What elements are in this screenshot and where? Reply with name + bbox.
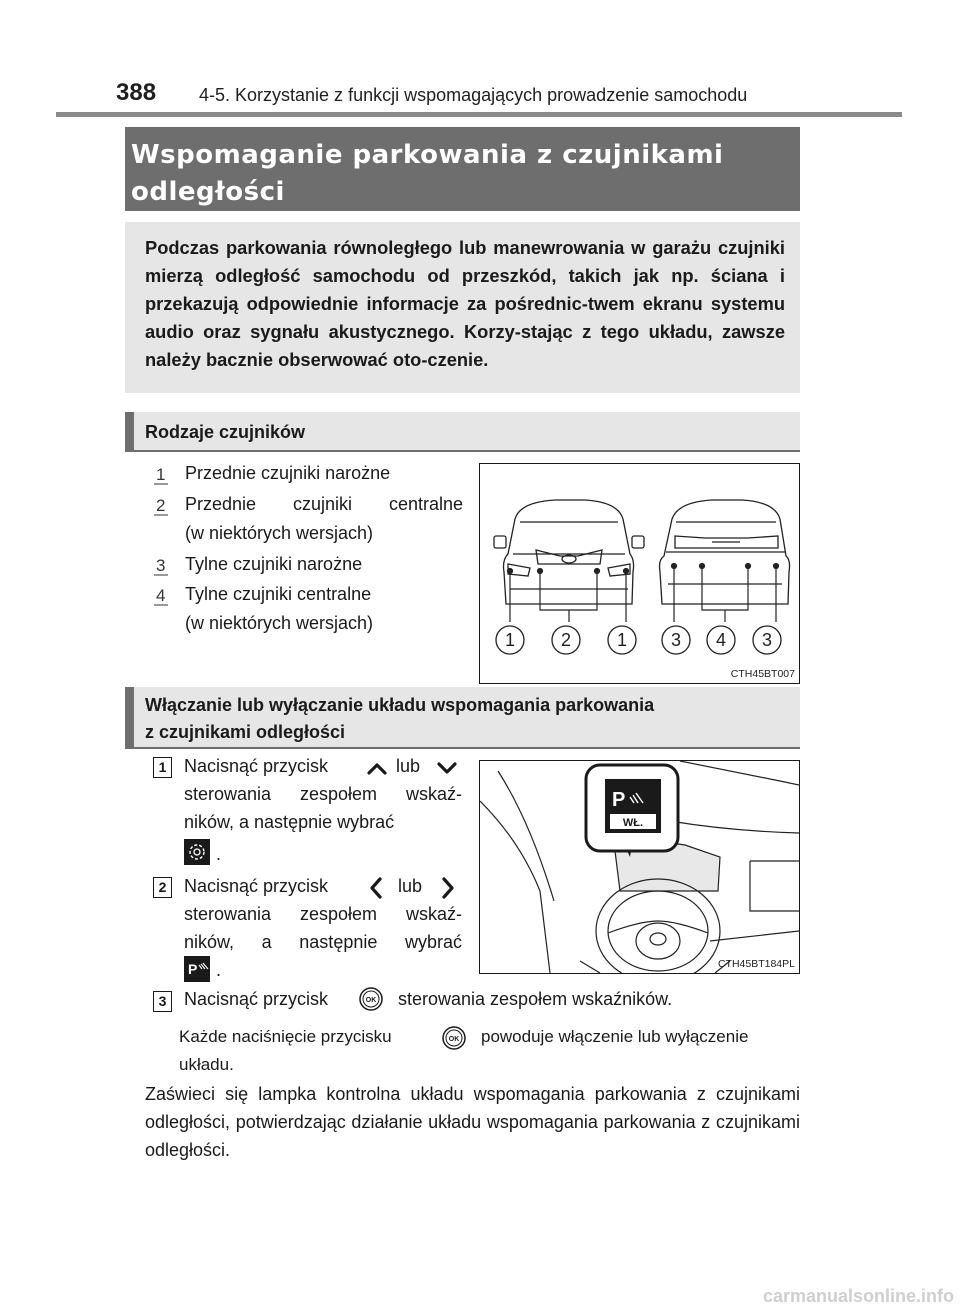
svg-text:1: 1	[156, 465, 166, 484]
step-text: lub	[398, 876, 423, 896]
figure-code: CTH45BT184PL	[717, 958, 795, 970]
sensor-type-list	[153, 459, 465, 639]
step-text: lub	[396, 756, 421, 776]
ok-button-icon	[358, 986, 384, 1012]
figure-label: 4	[715, 630, 727, 650]
note	[179, 1023, 801, 1083]
note-text: układu.	[179, 1055, 234, 1074]
section-heading-text: z czujnikami odległości	[145, 722, 346, 742]
section-heading-text: Włączanie lub wyłączanie układu wspomagania parkowania	[145, 695, 655, 715]
step-text: sterowania zespołem wskaźników.	[398, 989, 673, 1009]
svg-text:2: 2	[156, 496, 166, 515]
svg-text:4: 4	[156, 586, 166, 605]
chevron-right-icon	[440, 876, 456, 900]
note-text: Każde naciśnięcie przycisku	[179, 1027, 392, 1046]
gear-settings-icon	[184, 839, 210, 865]
step-text: ników, a następnie wybrać	[184, 812, 395, 832]
list-item-label: Tylne czujniki narożne	[185, 554, 363, 574]
svg-text:P: P	[188, 961, 198, 977]
step-number-badge: 1	[153, 757, 172, 778]
cockpit-illustration	[480, 761, 799, 973]
section-heading-sensor-types	[125, 412, 800, 452]
title-band	[125, 127, 800, 211]
step-number-badge: 2	[153, 877, 172, 898]
svg-text:P: P	[612, 789, 626, 811]
intro-box	[125, 222, 800, 393]
list-item-label: Przednie czujniki centralne	[185, 494, 463, 514]
page-title: Wspomaganie parkowania z czujnikami odległości	[131, 140, 724, 207]
svg-text:3: 3	[156, 556, 166, 575]
instrument-cluster-figure	[479, 760, 800, 974]
list-item-label: Tylne czujniki centralne	[185, 584, 372, 604]
list-item-label: Przednie czujniki narożne	[185, 463, 391, 483]
figure-code: CTH45BT007	[730, 668, 795, 680]
number-1-icon	[153, 463, 173, 485]
step-text: .	[216, 960, 222, 980]
step-text: sterowania zespołem wskaź-	[184, 904, 462, 924]
section-heading-toggle	[125, 687, 800, 749]
step-text: Nacisnąć przycisk	[184, 756, 329, 776]
figure-label: 1	[504, 630, 516, 650]
step-text: ników, a następnie wybrać	[184, 932, 462, 952]
section-heading-text: Rodzaje czujników	[145, 422, 306, 442]
step-text: Nacisnąć przycisk	[184, 876, 329, 896]
chevron-up-icon	[366, 760, 388, 776]
display-on-label: WŁ.	[622, 817, 644, 829]
svg-text:OK: OK	[448, 1036, 460, 1043]
figure-label: 1	[616, 630, 628, 650]
step-3	[184, 985, 804, 1015]
ok-button-icon	[441, 1025, 467, 1051]
watermark: carmanualsonline.info	[762, 1286, 954, 1306]
step-2	[184, 872, 462, 982]
sensor-location-figure	[479, 463, 800, 684]
figure-label: 2	[560, 630, 572, 650]
header-divider	[56, 112, 902, 117]
figure-label: 3	[761, 630, 773, 650]
chevron-down-icon	[436, 760, 458, 776]
note-text: powoduje włączenie lub wyłączenie	[481, 1027, 749, 1046]
svg-text:OK: OK	[365, 997, 377, 1004]
parking-sensor-icon	[184, 956, 210, 982]
step-text: sterowania zespołem wskaź-	[184, 784, 462, 804]
car-sensors-illustration	[480, 464, 799, 683]
number-4-icon	[153, 584, 173, 606]
number-2-icon	[153, 494, 173, 516]
list-item-note: (w niektórych wersjach)	[185, 523, 374, 543]
closing-paragraph: Zaświeci się lampka kontrolna układu wspomagania parkowania z czujnikami odległości, potwierdzając działanie układu wspomagania parkowania z czujnikami odległości.	[145, 1084, 800, 1160]
step-text: Nacisnąć przycisk	[184, 989, 329, 1009]
number-3-icon	[153, 554, 173, 576]
intro-text: Podczas parkowania równoległego lub manewrowania w garażu czujniki mierzą odległość samochodu od przeszkód, takich jak np. ściana i przekazują odpowiednie informacje za pośrednic-twem ekranu systemu audio oraz sygnału akustycznego. Korzy-stając z tego układu, zawsze należy bacznie obserwować oto-czenie.	[145, 237, 785, 370]
step-1	[184, 752, 462, 872]
step-number-badge: 3	[153, 991, 172, 1012]
chapter-title: 4-5. Korzystanie z funkcji wspomagających prowadzenie samochodu	[199, 85, 748, 105]
step-text: .	[216, 844, 222, 864]
list-item-note: (w niektórych wersjach)	[185, 613, 374, 633]
figure-label: 3	[670, 630, 682, 650]
page-number: 388	[116, 79, 157, 106]
chevron-left-icon	[368, 876, 384, 900]
